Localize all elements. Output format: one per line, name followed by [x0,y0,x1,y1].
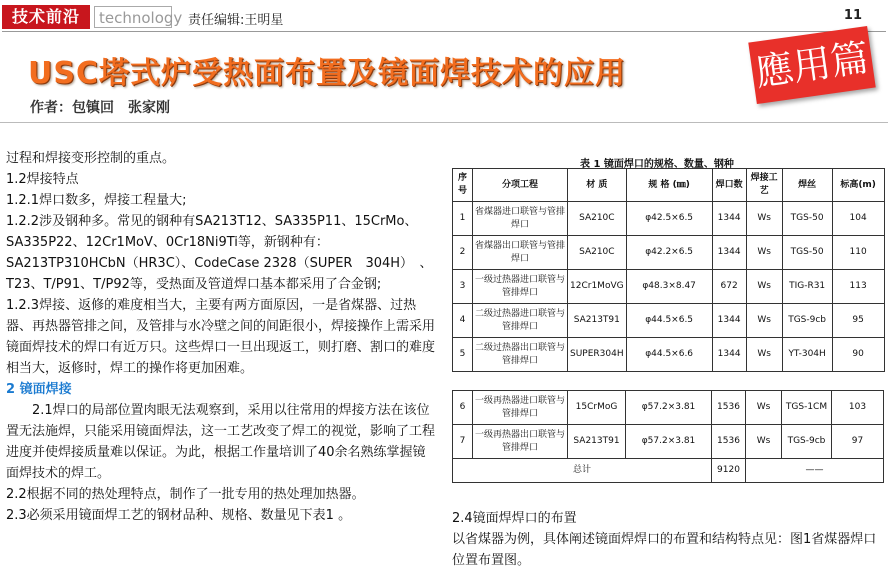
table-cell: 6 [453,391,473,425]
table-cell: 5 [453,338,473,372]
table-cell: Ws [746,270,782,304]
table-cell: 104 [832,202,884,236]
table-row [453,338,885,372]
table-header: 分项工程 [473,169,568,202]
table-header: 材 质 [568,169,627,202]
table-cell: 二级过热器出口联管与管排焊口 [473,338,568,372]
total-dash: —— [746,459,884,483]
section-heading-mirror-welding: 2 镜面焊接 [6,382,72,397]
right-column-text [452,508,886,571]
table-header: 序号 [453,169,473,202]
header-divider [2,31,886,32]
table-cell: SA213T91 [568,425,626,459]
table-cell: 一级再热器出口联管与管排焊口 [473,425,568,459]
table-cell: 1536 [712,391,746,425]
table-cell: φ57.2×3.81 [626,391,712,425]
table-cell: 2 [453,236,473,270]
table-cell: YT-304H [782,338,832,372]
table-caption: 表 1 镜面焊口的规格、数量、钢种 [580,159,734,170]
article-title: USC塔式炉受热面布置及镜面焊技术的应用 [28,56,626,91]
table-cell: TGS-1CM [782,391,832,425]
table-cell: 1344 [712,236,746,270]
table-cell: SA213T91 [568,304,627,338]
table-cell: 一级过热器进口联管与管排焊口 [473,270,568,304]
table-cell: TIG-R31 [782,270,832,304]
table-row [453,270,885,304]
table-cell: 90 [832,338,884,372]
welding-table-part2 [452,390,884,483]
table-cell: 省煤器进口联管与管排焊口 [473,202,568,236]
table-cell: Ws [746,236,782,270]
table-total-row [453,459,884,483]
table-header: 焊丝 [782,169,832,202]
table-row [453,304,885,338]
section-tag-en: technology [94,6,172,28]
table-cell: 672 [712,270,746,304]
table-cell: Ws [746,391,782,425]
page-number: 11 [843,8,862,23]
table-cell: TGS-50 [782,236,832,270]
table-cell: 110 [832,236,884,270]
table-cell: 103 [832,391,884,425]
table-cell: φ42.2×6.5 [626,236,712,270]
table-cell: 97 [832,425,884,459]
table-header: 焊接工艺 [746,169,782,202]
paragraph: 1.2.3焊接、返修的难度相当大，主要有两方面原因，一是省煤器、过热器、再热器管排之间，及管排与水冷壁之间的间距很小，焊接操作上需采用镜面焊技术的焊口有近万只。这些焊口一旦出现返工，则打磨、割口的难度相当大，返修时，焊工的操作将更加困难。 [6,298,436,376]
table-row [453,236,885,270]
table-row [453,391,884,425]
table-cell: 1344 [712,304,746,338]
total-label: 总计 [453,459,712,483]
table-cell: 7 [453,425,473,459]
table-cell: TGS-50 [782,202,832,236]
table-cell: 1536 [712,425,746,459]
table-cell: 3 [453,270,473,304]
table-cell: φ57.2×3.81 [626,425,712,459]
table-cell: φ44.5×6.5 [626,304,712,338]
table-cell: Ws [746,338,782,372]
table-cell: 1 [453,202,473,236]
table-cell: φ44.5×6.6 [626,338,712,372]
paragraph: 2.3必须采用镜面焊工艺的钢材品种、规格、数量见下表1 。 [6,508,352,523]
table-cell: 95 [832,304,884,338]
table-cell: TGS-9cb [782,304,832,338]
table-row [453,202,885,236]
section-heading: 2.4镜面焊焊口的布置 [452,511,577,526]
table-cell: SA210C [568,202,627,236]
paragraph: 1.2.2涉及钢种多。常见的钢种有SA213T12、SA335P11、15CrMo、SA335P22、12Cr1MoV、0Cr18Ni9Ti等，新钢种有：SA213TP310HCbN（HR3C）、CodeCase 2328（SUPER 304H） 、T23、T/P91、T/P92等，受热面及管道焊口基本都采用了合金钢; [6,214,433,292]
paragraph: 1.2.1焊口数多，焊接工程量大; [6,193,187,208]
paragraph: 2.1焊口的局部位置肉眼无法观察到，采用以往常用的焊接方法在该位置无法施焊，只能采用镜面焊法，这一工艺改变了焊工的视觉，影响了工程进度并使焊接质量难以保证。为此，根据工作量培训了40余名熟练掌握镜面焊技术的焊工。 [6,403,436,481]
left-column [6,148,436,526]
table-header: 标高(m) [832,169,884,202]
welding-table-part1 [452,168,885,372]
table-cell: SA210C [568,236,627,270]
table-cell: 4 [453,304,473,338]
table-header: 焊口数 [712,169,746,202]
article-author: 作者：包镇回 张家刚 [30,100,170,116]
table-cell: φ42.5×6.5 [626,202,712,236]
application-badge: 應用篇 [748,26,875,104]
section-tag: 技术前沿 [2,5,90,29]
table-cell: SUPER304H [568,338,627,372]
table-cell: Ws [746,425,782,459]
table-cell: 15CrMoG [568,391,626,425]
table-cell: 12Cr1MoVG [568,270,627,304]
table-cell: 一级再热器进口联管与管排焊口 [473,391,568,425]
editor-credit: 责任编辑:王明星 [188,13,284,28]
table-cell: Ws [746,202,782,236]
paragraph: 过程和焊接变形控制的重点。 [6,151,176,166]
title-divider [0,122,888,123]
table-cell: φ48.3×8.47 [626,270,712,304]
total-value: 9120 [712,459,746,483]
table-cell: 1344 [712,338,746,372]
table-header: 规 格 (㎜) [626,169,712,202]
table-cell: 1344 [712,202,746,236]
paragraph: 以省煤器为例，具体阐述镜面焊焊口的布置和结构特点见：图1省煤器焊口位置布置图。 [452,532,877,568]
table-cell: Ws [746,304,782,338]
section-heading: 1.2焊接特点 [6,172,79,187]
table-cell: 113 [832,270,884,304]
table-cell: 二级过热器进口联管与管排焊口 [473,304,568,338]
table-cell: 省煤器出口联管与管排焊口 [473,236,568,270]
table-row [453,425,884,459]
table-cell: TGS-9cb [782,425,832,459]
paragraph: 2.2根据不同的热处理特点，制作了一批专用的热处理加热器。 [6,487,365,502]
